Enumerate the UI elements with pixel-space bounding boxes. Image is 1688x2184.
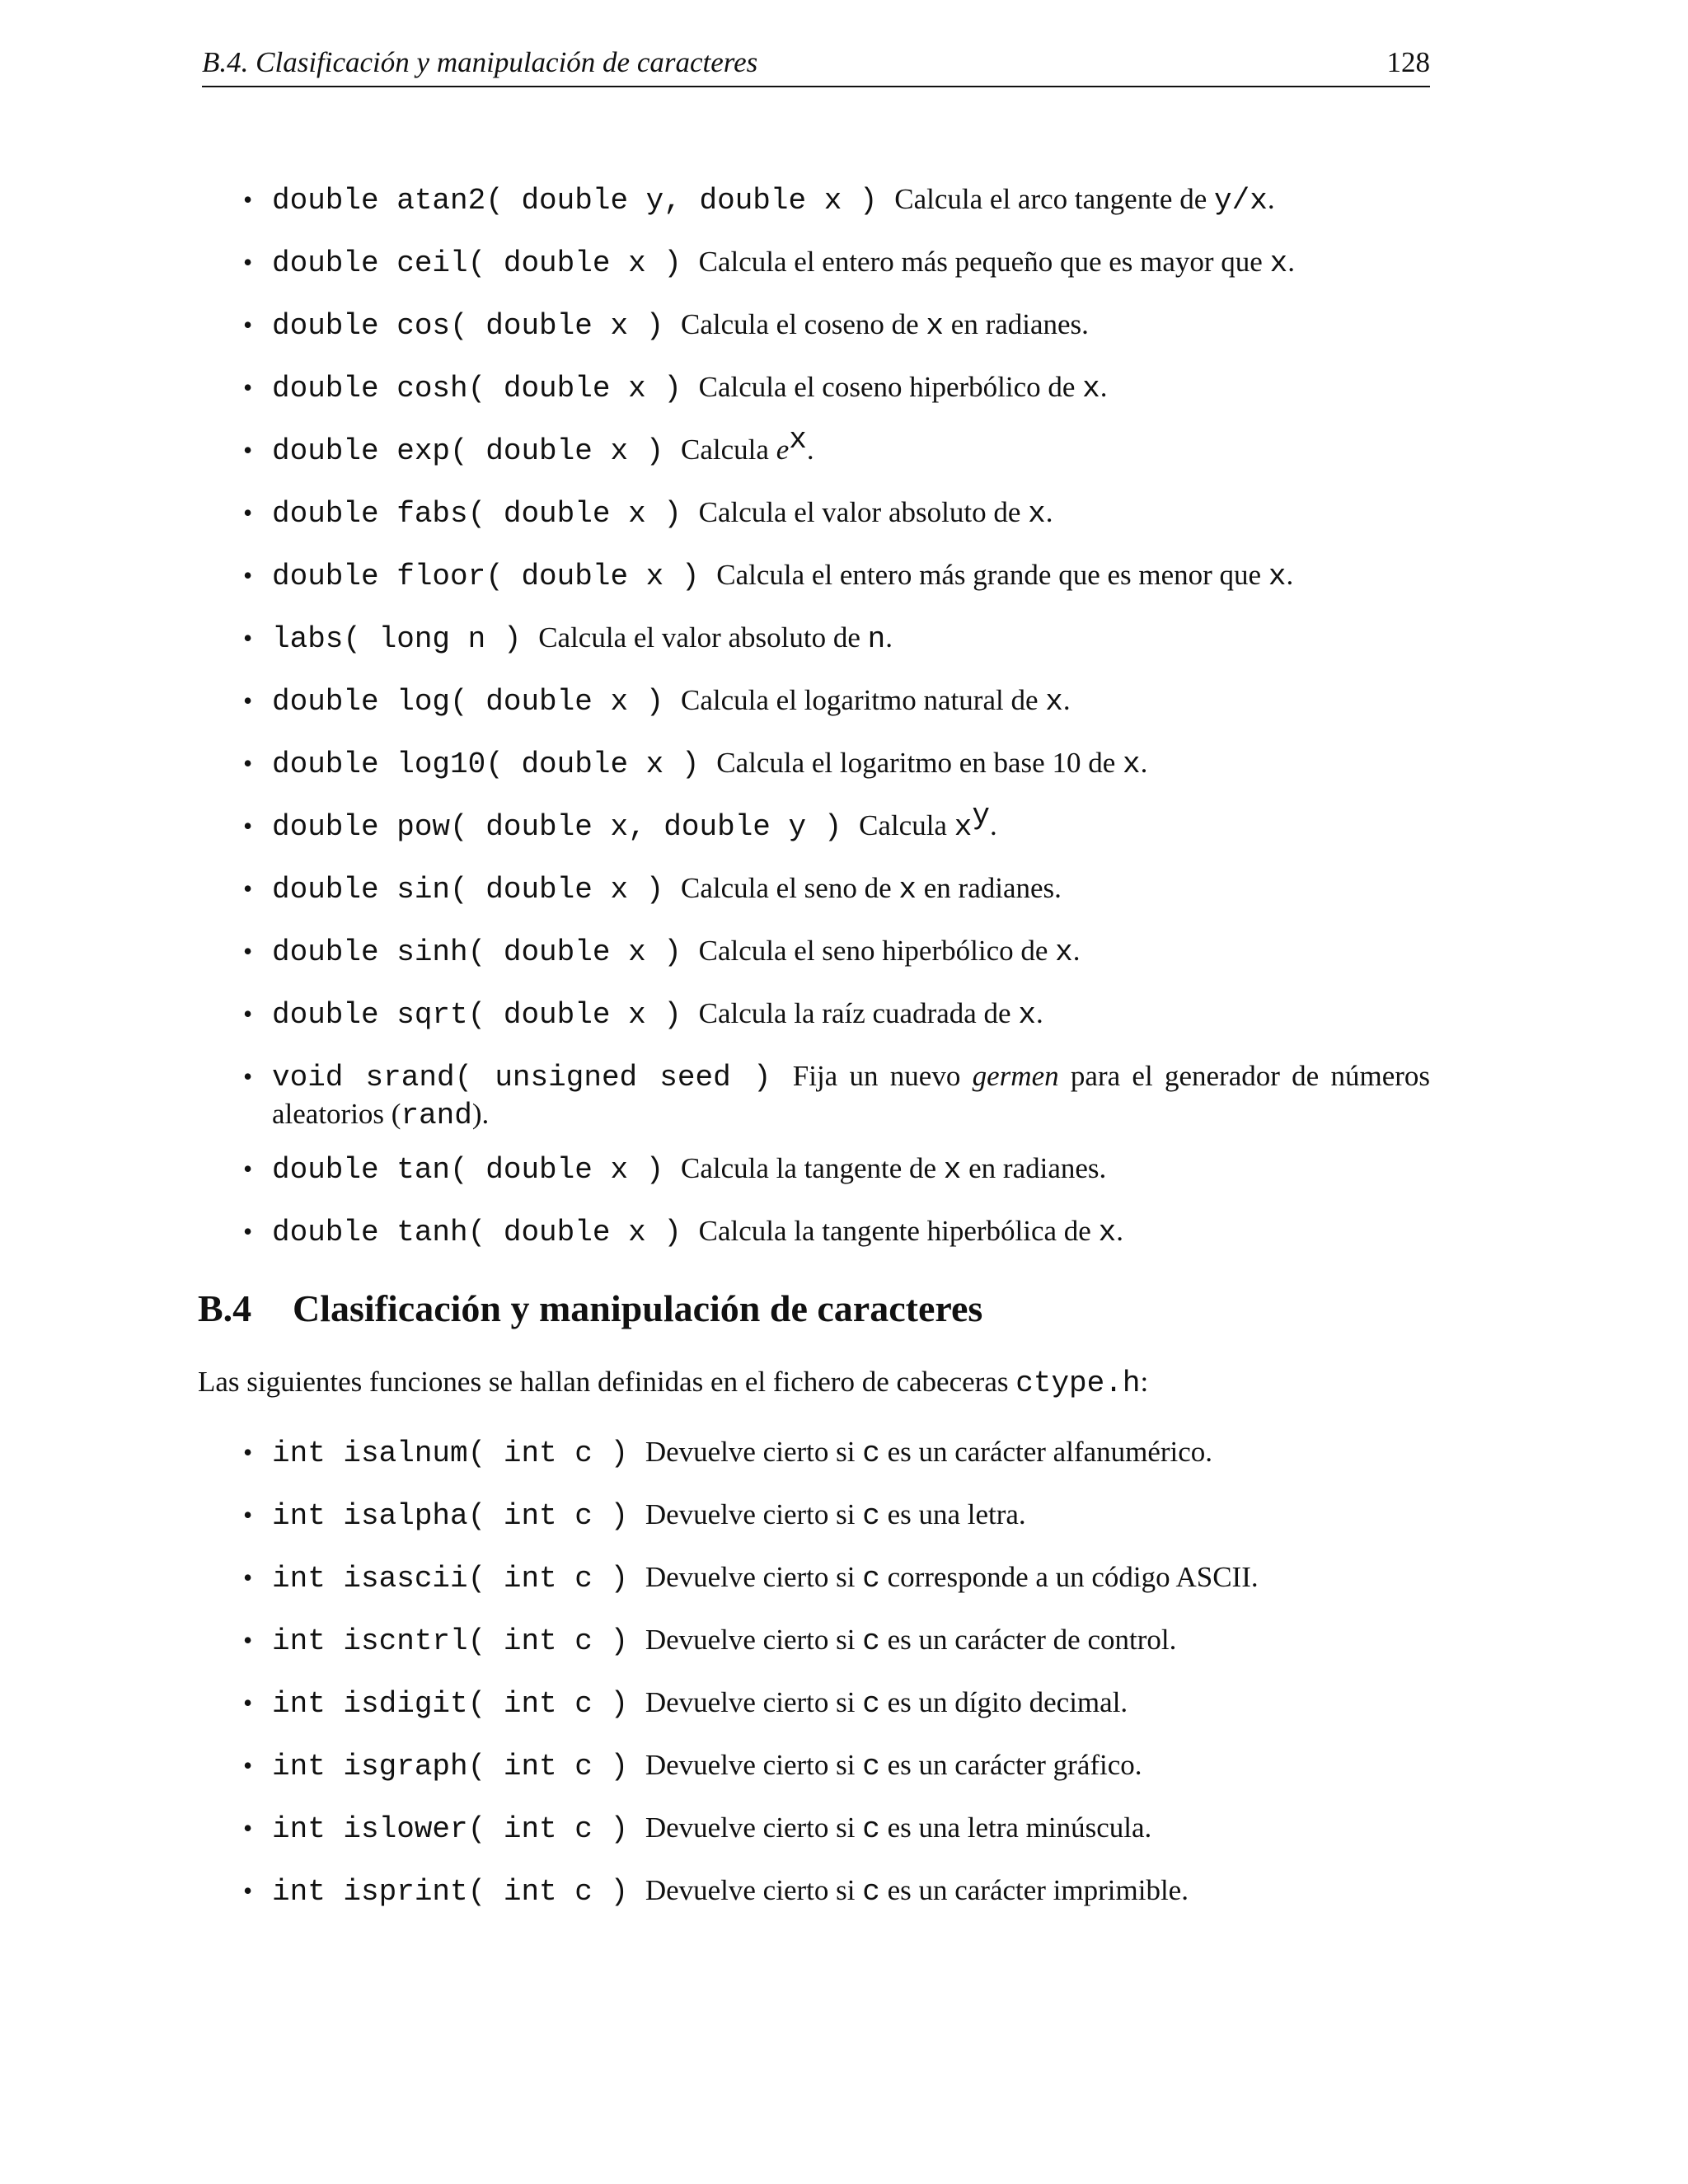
description-end: . (1035, 997, 1043, 1029)
inline-code: n (867, 622, 886, 656)
description-end: . (1045, 496, 1053, 528)
description-end: es un carácter imprimible. (887, 1874, 1189, 1906)
bullet-icon: • (243, 1437, 253, 1467)
description-end: es una letra minúscula. (887, 1811, 1152, 1844)
bullet-icon: • (243, 1154, 253, 1183)
bullet-icon: • (243, 373, 253, 402)
bullet-icon: • (243, 748, 253, 778)
list-item (243, 557, 1430, 595)
function-signature: int isprint( int c ) (272, 1875, 629, 1909)
bullet-icon: • (243, 936, 253, 966)
list-item (243, 1747, 1430, 1785)
page-number: 128 (1386, 46, 1430, 78)
math-base: e (776, 434, 790, 466)
list-item (243, 1810, 1430, 1848)
ctype-function-list (243, 1434, 1430, 1935)
intro-end: : (1140, 1366, 1149, 1398)
list-item (243, 307, 1430, 344)
description-end: . (1116, 1215, 1123, 1247)
function-signature: double cos( double x ) (272, 309, 664, 343)
list-item (243, 494, 1430, 532)
list-item (243, 1434, 1430, 1472)
inline-code: c (862, 1624, 880, 1658)
inline-code: x (1028, 497, 1046, 531)
inline-code: x (1269, 246, 1288, 280)
function-description: Calcula la raíz cuadrada de (698, 997, 1011, 1029)
function-description: Calcula el logaritmo en base 10 de (716, 747, 1116, 779)
function-signature: double log( double x ) (272, 685, 664, 719)
header-title: B.4. Clasificación y manipulación de caracteres (202, 46, 758, 78)
inline-code: x (943, 1153, 962, 1187)
math-exponent: x (789, 423, 807, 457)
inline-code: c (862, 1436, 880, 1470)
description-end: . (1072, 935, 1081, 967)
bullet-icon: • (243, 811, 253, 841)
description-end: es una letra. (887, 1498, 1026, 1530)
list-item (243, 745, 1430, 783)
bullet-icon: • (243, 247, 253, 277)
list-item (243, 1685, 1430, 1722)
function-signature: double exp( double x ) (272, 434, 664, 468)
description-end: corresponde a un código ASCII. (887, 1561, 1259, 1593)
function-description: Calcula el coseno de (681, 308, 919, 340)
math-base: x (954, 810, 973, 844)
function-signature: double sin( double x ) (272, 873, 664, 907)
description-end: . (1267, 183, 1275, 215)
function-signature: void srand( unsigned seed ) (272, 1061, 771, 1094)
function-signature: double log10( double x ) (272, 748, 700, 781)
list-item (243, 423, 1430, 470)
list-item (243, 933, 1430, 971)
section-title: Clasificación y manipulación de caracteres (293, 1287, 983, 1329)
function-description: Calcula el entero más grande que es menor que (716, 559, 1262, 591)
function-description: Calcula el seno hiperbólico de (698, 935, 1048, 967)
emphasis-text: germen (972, 1060, 1059, 1092)
description-end: en radianes. (923, 872, 1062, 904)
function-signature: double tanh( double x ) (272, 1216, 682, 1249)
inline-code: c (862, 1562, 880, 1596)
description-end: . (1062, 684, 1071, 716)
list-item (243, 1559, 1430, 1597)
inline-code: x (1123, 748, 1141, 781)
inline-code: x (1098, 1216, 1117, 1249)
function-description: Devuelve cierto si (645, 1624, 856, 1656)
function-signature: int islower( int c ) (272, 1812, 629, 1846)
list-item (243, 682, 1430, 720)
bullet-icon: • (243, 1876, 253, 1905)
function-description: Calcula el entero más pequeño que es mayor que (698, 246, 1263, 278)
bullet-icon: • (243, 185, 253, 214)
list-item (243, 1497, 1430, 1535)
list-item (243, 181, 1430, 219)
running-header (202, 43, 1430, 87)
function-description: Calcula el arco tangente de (894, 183, 1207, 215)
inline-code: x (1045, 685, 1063, 719)
inline-code: x (1018, 998, 1036, 1032)
description-end: . (885, 621, 893, 654)
function-description: Calcula el valor absoluto de (698, 496, 1021, 528)
function-signature: double sqrt( double x ) (272, 998, 682, 1032)
description-end: . (989, 809, 997, 841)
function-description: Devuelve cierto si (645, 1436, 856, 1468)
function-description: Calcula la tangente de (681, 1152, 937, 1184)
list-item (243, 369, 1430, 407)
list-item (243, 244, 1430, 282)
description-end: es un carácter gráfico. (887, 1749, 1142, 1781)
function-signature: int iscntrl( int c ) (272, 1624, 629, 1658)
description-end: . (1286, 559, 1294, 591)
function-signature: labs( long n ) (272, 622, 522, 656)
function-signature: double floor( double x ) (272, 560, 700, 593)
bullet-icon: • (243, 999, 253, 1029)
bullet-icon: • (243, 1563, 253, 1592)
description-end: es un carácter de control. (887, 1624, 1177, 1656)
bullet-icon: • (243, 1813, 253, 1843)
inline-code: c (862, 1750, 880, 1783)
inline-code: rand (401, 1099, 472, 1132)
function-description: Devuelve cierto si (645, 1561, 856, 1593)
description-end: . (1287, 246, 1295, 278)
list-item (243, 1151, 1430, 1188)
description-end: . (1100, 371, 1108, 403)
function-signature: int isdigit( int c ) (272, 1687, 629, 1721)
function-signature: double sinh( double x ) (272, 935, 682, 969)
header-file-code: ctype.h (1015, 1366, 1141, 1400)
inline-code: c (862, 1875, 880, 1909)
function-description: Devuelve cierto si (645, 1811, 856, 1844)
bullet-icon: • (243, 1216, 253, 1246)
function-signature: double pow( double x, double y ) (272, 810, 842, 844)
inline-code: x (898, 873, 917, 907)
function-description: Devuelve cierto si (645, 1874, 856, 1906)
description-end: es un carácter alfanumérico. (887, 1436, 1213, 1468)
section-heading (198, 1286, 982, 1332)
math-exponent: y (972, 799, 990, 832)
inline-code: x (1268, 560, 1287, 593)
description-end: . (806, 434, 814, 466)
function-description: Calcula el logaritmo natural de (681, 684, 1039, 716)
function-description: Devuelve cierto si (645, 1686, 856, 1718)
function-signature: int isalnum( int c ) (272, 1436, 629, 1470)
bullet-icon: • (243, 1062, 253, 1091)
function-description: Calcula (681, 434, 769, 466)
math-function-list (243, 181, 1430, 1276)
list-item (243, 1872, 1430, 1910)
bullet-icon: • (243, 435, 253, 465)
description-end: en radianes. (950, 308, 1089, 340)
bullet-icon: • (243, 1625, 253, 1655)
inline-code: y/x (1214, 184, 1268, 218)
function-description-cont: para el generador de números aleatorios ( (272, 1060, 1431, 1130)
function-signature: double ceil( double x ) (272, 246, 682, 280)
list-item (243, 996, 1430, 1033)
bullet-icon: • (243, 686, 253, 715)
function-signature: int isgraph( int c ) (272, 1750, 629, 1783)
bullet-icon: • (243, 874, 253, 903)
bullet-icon: • (243, 623, 253, 653)
list-item (243, 1622, 1430, 1660)
list-item (243, 620, 1430, 658)
intro-paragraph (198, 1364, 1148, 1402)
inline-code: c (862, 1812, 880, 1846)
inline-code: x (1055, 935, 1073, 969)
description-end: es un dígito decimal. (887, 1686, 1128, 1718)
description-end: en radianes. (968, 1152, 1107, 1184)
bullet-icon: • (243, 498, 253, 527)
inline-code: x (1082, 372, 1100, 405)
bullet-icon: • (243, 560, 253, 590)
function-signature: int isascii( int c ) (272, 1562, 629, 1596)
list-item (243, 870, 1430, 908)
list-item (243, 799, 1430, 846)
section-number: B.4 (198, 1287, 252, 1329)
function-description: Calcula el valor absoluto de (538, 621, 860, 654)
function-description: Calcula el coseno hiperbólico de (698, 371, 1076, 403)
function-description: Calcula la tangente hiperbólica de (698, 1215, 1091, 1247)
bullet-icon: • (243, 1688, 253, 1718)
description-end: ). (471, 1098, 490, 1130)
inline-code: c (862, 1687, 880, 1721)
bullet-icon: • (243, 1750, 253, 1780)
inline-code: x (926, 309, 945, 343)
description-end: . (1140, 747, 1148, 779)
function-description: Calcula el seno de (681, 872, 892, 904)
inline-code: c (862, 1499, 880, 1533)
function-signature: int isalpha( int c ) (272, 1499, 629, 1533)
function-description: Calcula (859, 809, 947, 841)
list-item (243, 1058, 1430, 1134)
list-item (243, 1213, 1430, 1251)
function-signature: double tan( double x ) (272, 1153, 664, 1187)
function-signature: double atan2( double y, double x ) (272, 184, 878, 218)
bullet-icon: • (243, 1500, 253, 1530)
function-signature: double cosh( double x ) (272, 372, 682, 405)
function-description: Devuelve cierto si (645, 1749, 856, 1781)
intro-text: Las siguientes funciones se hallan definidas en el fichero de cabeceras (198, 1366, 1009, 1398)
function-description: Devuelve cierto si (645, 1498, 856, 1530)
function-description: Fija un nuevo (792, 1060, 961, 1092)
function-signature: double fabs( double x ) (272, 497, 682, 531)
bullet-icon: • (243, 310, 253, 340)
